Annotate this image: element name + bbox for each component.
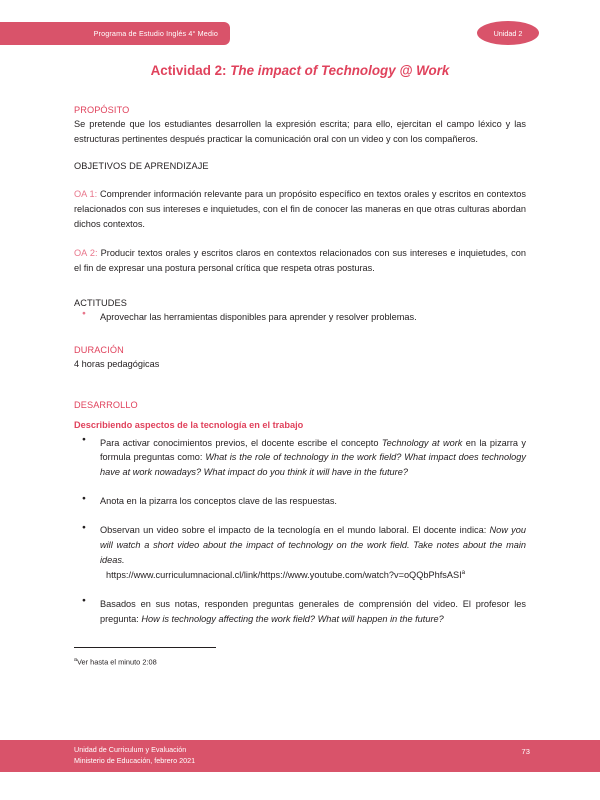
footnote [74,656,526,668]
bullet1-text-a: Para activar conocimientos previos, el docente escribe el concepto [100,437,382,448]
header-program-label: Programa de Estudio Inglés 4° Medio [93,29,218,38]
footer-line-2: Ministerio de Educación, febrero 2021 [74,755,196,765]
oa2-paragraph [74,246,526,276]
spacer [74,173,526,187]
list-item: ● Anota en la pizarra los conceptos clave de las respuestas. [74,494,526,509]
page-title-italic: The impact of Technology @ Work [230,63,450,78]
oa1-paragraph [74,187,526,232]
video-link-line [100,568,526,583]
list-item [74,597,526,627]
section-subheading-desarrollo: Describiendo aspectos de la tecnología en el trabajo [74,419,304,430]
bullet1-italic-questions: What is the role of technology in the work field? What impact does technology have at work nowadays? What impact do you think it will have in the future? [100,452,526,478]
bullet1-text-b: en la pizarra y formula preguntas como: [100,437,526,463]
section-heading-duracion: DURACIÓN [74,344,124,355]
bullet4-italic-questions: How is technology affecting the work field? What will happen in the future? [141,613,444,624]
desarrollo-list [74,436,526,627]
spacer [74,372,526,400]
spacer [74,627,526,647]
bullet4-text-a: Basados en sus notas, responden preguntas generales de comprensión del video. El profesor les pregunta: [100,598,526,624]
page-title [74,62,526,79]
proposito-body: Se pretende que los estudiantes desarrollen la expresión escrita; para ello, ejercitan el campo léxico y las estructuras pertinentes después practicar la comunicación oral con un video y con los compañeros. [74,119,526,145]
footnote-ref-marker[interactable]: a [461,568,466,576]
bullet1-italic-concept: Technology at work [381,437,463,448]
footnote-separator [74,647,216,648]
oa2-tag: OA 2: [74,247,98,258]
document-page [74,62,526,667]
section-heading-proposito: PROPÓSITO [74,105,130,116]
unit-badge-label: Unidad 2 [493,28,523,38]
page-title-prefix: Actividad 2: [150,63,231,78]
bullet3-text-a: Observan un video sobre el impacto de la tecnología en el mundo laboral. El docente indica: [100,525,490,536]
video-url[interactable]: https://www.curriculumnacional.cl/link/https://www.youtube.com/watch?v=oQQbPhfsASI [106,569,462,580]
section-heading-desarrollo: DESARROLLO [74,399,138,410]
list-item [74,523,526,583]
oa1-tag: OA 1: [74,189,98,200]
footer-line-1: Unidad de Curriculum y Evaluación [74,745,187,754]
duracion-body: 4 horas pedagógicas [74,358,160,369]
page-number: 73 [521,747,530,756]
section-heading-actitudes: ACTITUDES [74,297,127,308]
list-item: ● Aprovechar las herramientas disponibles para aprender y resolver problemas. [74,310,526,325]
list-item [74,436,526,481]
oa1-text: Comprender información relevante para un propósito específico en textos orales y escritos en contextos relacionados con sus intereses e inquietudes, con el fin de conocer las maneras en que otras culturas abordan dichos contextos. [74,189,527,230]
footnote-text: Ver hasta el minuto 2:08 [77,657,157,667]
spacer [74,412,526,420]
footer-credits [74,745,195,767]
oa2-text: Producir textos orales y escritos claros en contextos relacionados con sus intereses e inquietudes, con el fin de expresar una postura personal crítica que respeta otras posturas. [74,247,526,273]
spacer [74,290,526,298]
actitudes-list [74,310,526,325]
bullet3-italic-instruction: Now you will watch a short video about the impact of technology on the work field. Take notes about the main ideas. [100,525,526,566]
unit-badge [477,21,539,45]
section-heading-objetivos: OBJETIVOS DE APRENDIZAJE [74,161,209,172]
footnote-marker: a [74,656,77,663]
header-program-band [0,22,230,45]
spacer [74,325,526,345]
